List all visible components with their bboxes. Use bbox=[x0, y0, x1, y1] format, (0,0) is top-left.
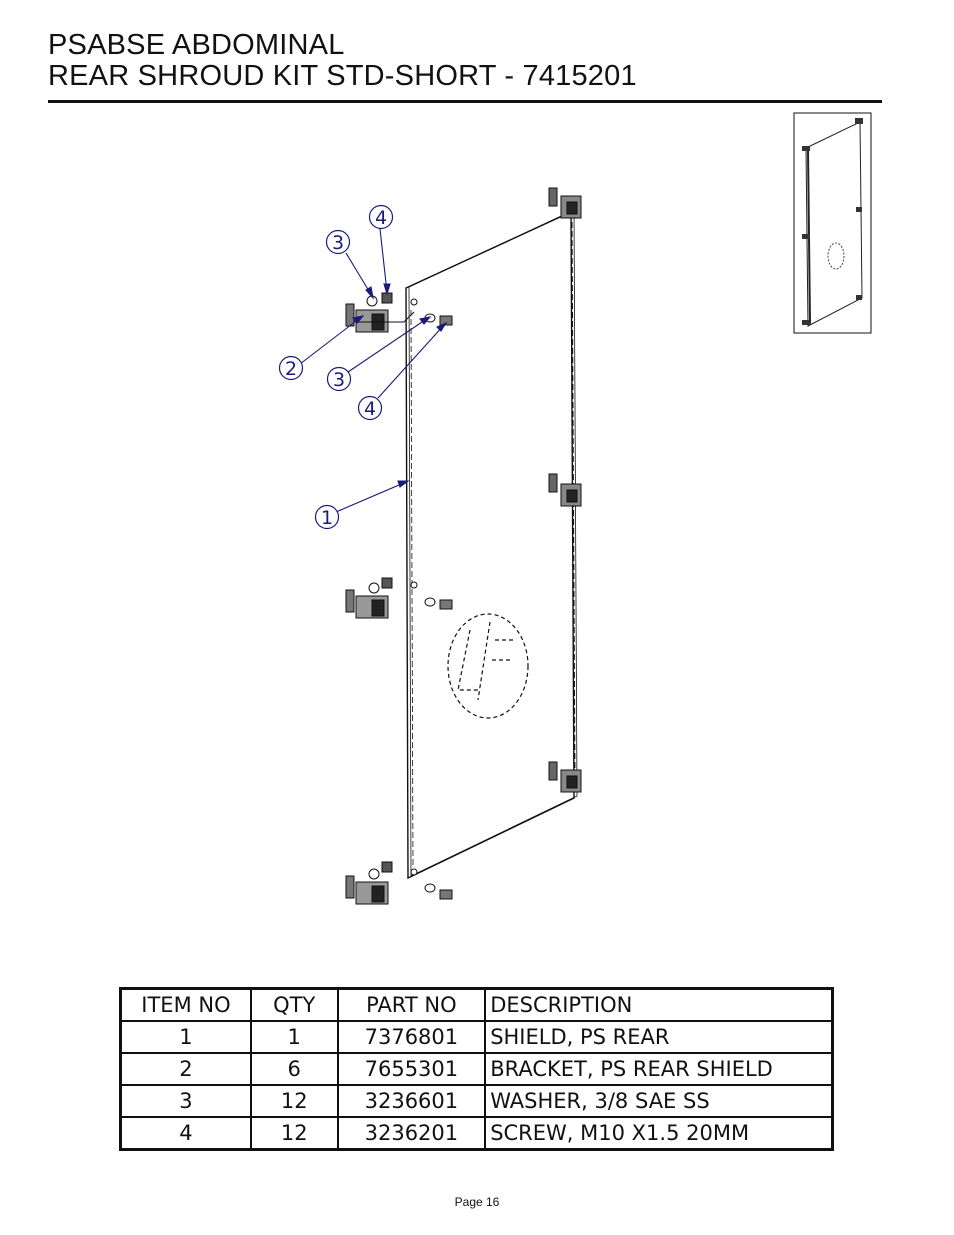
bracket-right-middle bbox=[549, 474, 581, 506]
table-row bbox=[121, 1021, 833, 1053]
callout-3-bottom bbox=[328, 368, 351, 392]
svg-text:1: 1 bbox=[320, 507, 334, 529]
svg-text:3: 3 bbox=[332, 369, 346, 391]
page-number: Page 16 bbox=[454, 1195, 500, 1209]
svg-text:2: 2 bbox=[284, 358, 298, 380]
cell-qty: 1 bbox=[251, 1021, 338, 1053]
cell-part-no: 3236201 bbox=[338, 1117, 486, 1150]
hardware-set-top bbox=[346, 293, 452, 332]
header-part-no: PART NO bbox=[338, 989, 486, 1022]
cell-item-no: 2 bbox=[121, 1053, 251, 1085]
table-row bbox=[121, 1117, 833, 1150]
cell-description: SCREW, M10 X1.5 20MM bbox=[485, 1117, 832, 1150]
table-row bbox=[121, 1085, 833, 1117]
title-line-2: REAR SHROUD KIT STD-SHORT - 7415201 bbox=[48, 60, 637, 92]
svg-text:3: 3 bbox=[331, 232, 345, 254]
callout-3-top bbox=[327, 231, 350, 255]
cell-part-no: 7655301 bbox=[338, 1053, 486, 1085]
header-qty: QTY bbox=[251, 989, 338, 1022]
title-line-1: PSABSE ABDOMINAL bbox=[48, 29, 345, 61]
lf-logo bbox=[448, 614, 528, 718]
bracket-right-top bbox=[549, 188, 581, 218]
table-row bbox=[121, 1053, 833, 1085]
cell-description: WASHER, 3/8 SAE SS bbox=[485, 1085, 832, 1117]
svg-text:4: 4 bbox=[374, 207, 388, 229]
cell-qty: 6 bbox=[251, 1053, 338, 1085]
callout-4-top bbox=[370, 206, 393, 230]
bracket-right-bottom bbox=[549, 762, 581, 792]
thumbnail-view bbox=[794, 113, 871, 333]
cell-item-no: 3 bbox=[121, 1085, 251, 1117]
callout-1 bbox=[316, 506, 339, 530]
header-description: DESCRIPTION bbox=[485, 989, 832, 1022]
hardware-set-bottom bbox=[346, 862, 452, 904]
callout-4-bottom bbox=[359, 397, 382, 421]
callouts bbox=[280, 206, 393, 530]
callout-2 bbox=[280, 357, 303, 381]
table-header-row bbox=[121, 989, 833, 1022]
cell-description: BRACKET, PS REAR SHIELD bbox=[485, 1053, 832, 1085]
cell-description: SHIELD, PS REAR bbox=[485, 1021, 832, 1053]
svg-text:4: 4 bbox=[363, 398, 377, 420]
cell-item-no: 1 bbox=[121, 1021, 251, 1053]
header-item-no: ITEM NO bbox=[121, 989, 251, 1022]
parts-table bbox=[119, 987, 834, 1151]
callout-leaders bbox=[300, 229, 446, 512]
hardware-set-middle bbox=[346, 578, 452, 618]
cell-part-no: 7376801 bbox=[338, 1021, 486, 1053]
cell-item-no: 4 bbox=[121, 1117, 251, 1150]
cell-qty: 12 bbox=[251, 1085, 338, 1117]
cell-qty: 12 bbox=[251, 1117, 338, 1150]
cell-part-no: 3236601 bbox=[338, 1085, 486, 1117]
